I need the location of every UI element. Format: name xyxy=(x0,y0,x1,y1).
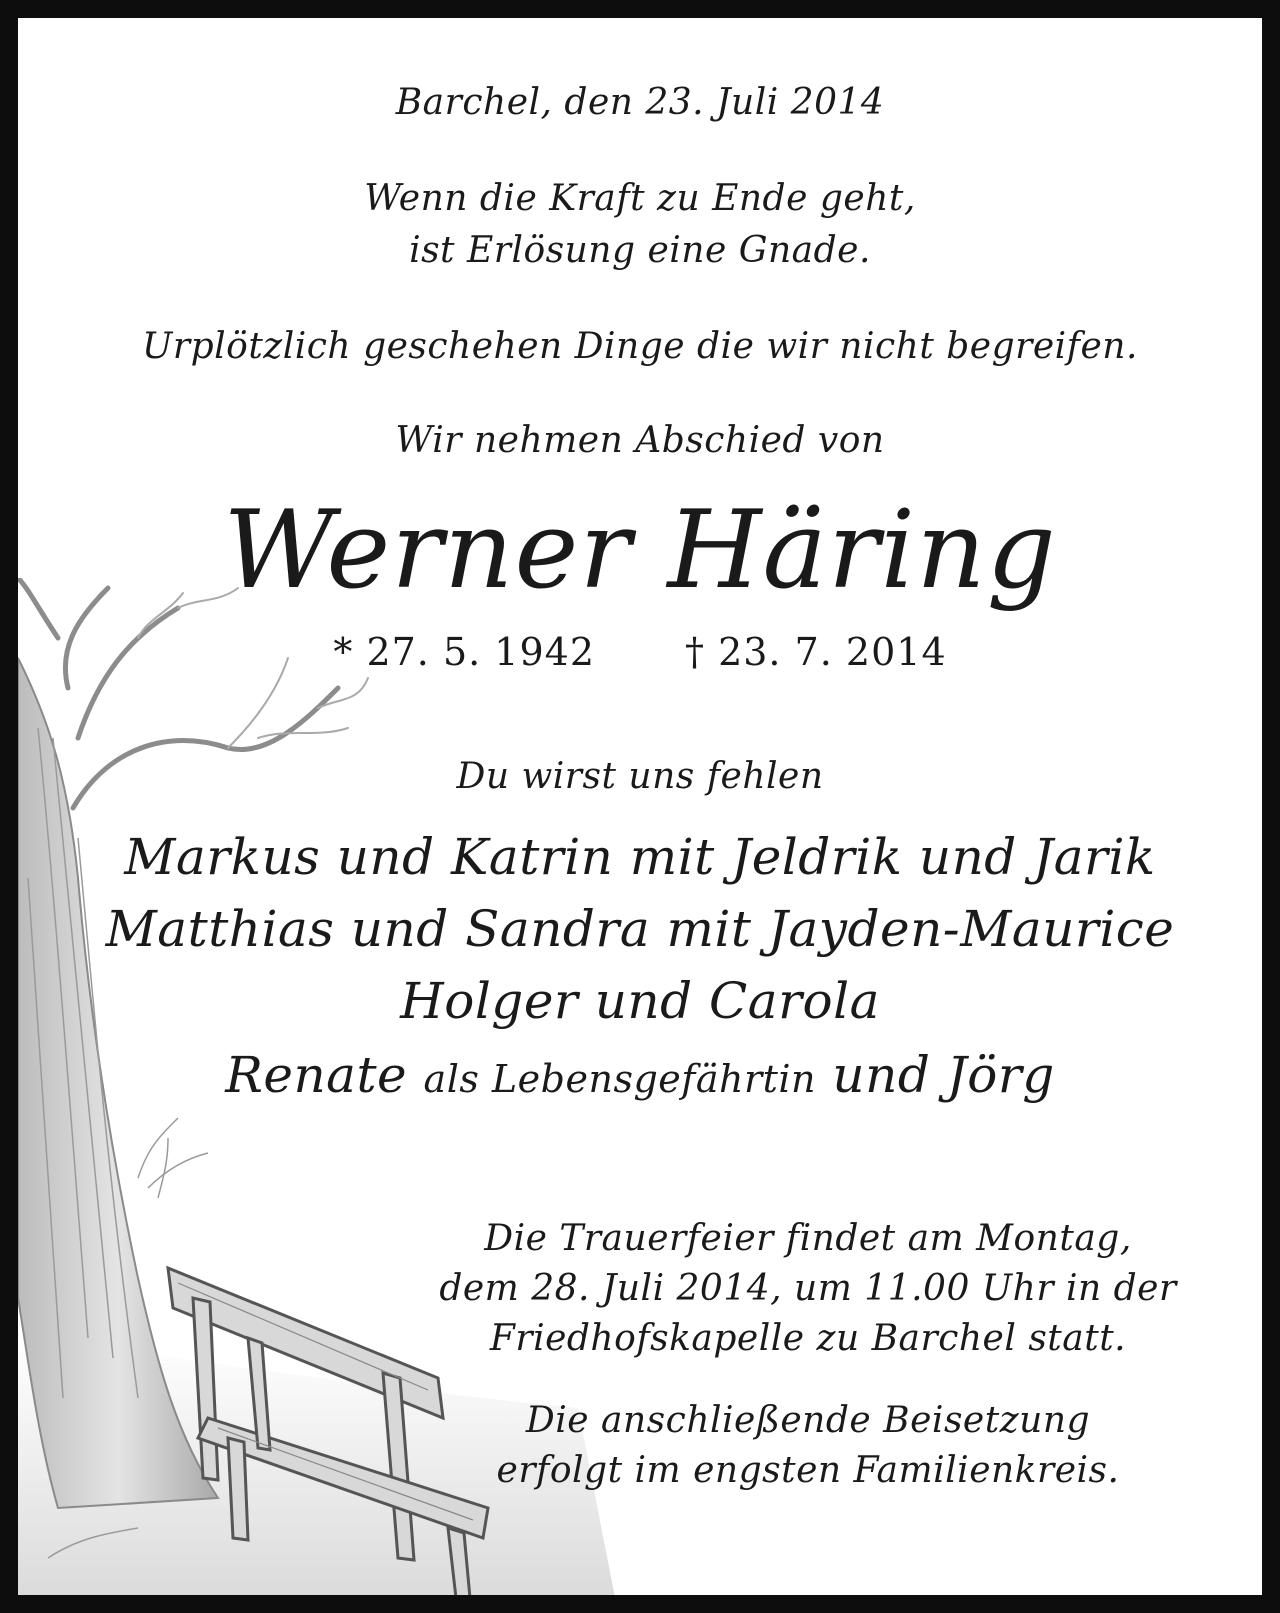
place-date: Barchel, den 23. Juli 2014 xyxy=(395,82,885,123)
family-line-1: Markus und Katrin mit Jeldrik und Jarik xyxy=(124,828,1156,886)
family-line-4-name: Renate xyxy=(225,1046,408,1104)
family-line-4 xyxy=(18,1046,1262,1104)
service-line-1: Die Trauerfeier findet am Montag, xyxy=(484,1218,1132,1259)
life-dates xyxy=(18,630,1262,674)
service-line-3: Friedhofskapelle zu Barchel statt. xyxy=(489,1318,1127,1359)
farewell-intro: Wir nehmen Abschied von xyxy=(395,420,885,461)
family-line-4-rest: und Jörg xyxy=(832,1046,1055,1104)
burial-line-1: Die anschließende Beisetzung xyxy=(525,1400,1091,1441)
death-date: † 23. 7. 2014 xyxy=(685,630,947,674)
mourners-intro: Du wirst uns fehlen xyxy=(456,756,824,797)
quote-line-2: ist Erlösung eine Gnade. xyxy=(409,230,871,271)
family-line-4-relation: als Lebensgefährtin xyxy=(423,1057,817,1101)
sudden-line: Urplötzlich geschehen Dinge die wir nicht begreifen. xyxy=(142,326,1138,367)
burial-line-2: erfolgt im engsten Familienkreis. xyxy=(496,1450,1120,1491)
family-line-3: Holger und Carola xyxy=(400,972,880,1030)
birth-date: * 27. 5. 1942 xyxy=(333,630,595,674)
family-line-2: Matthias und Sandra mit Jayden-Maurice xyxy=(105,900,1175,958)
quote-line-1: Wenn die Kraft zu Ende geht, xyxy=(364,178,916,219)
deceased-name: Werner Häring xyxy=(223,488,1057,613)
service-line-2: dem 28. Juli 2014, um 11.00 Uhr in der xyxy=(439,1268,1177,1309)
